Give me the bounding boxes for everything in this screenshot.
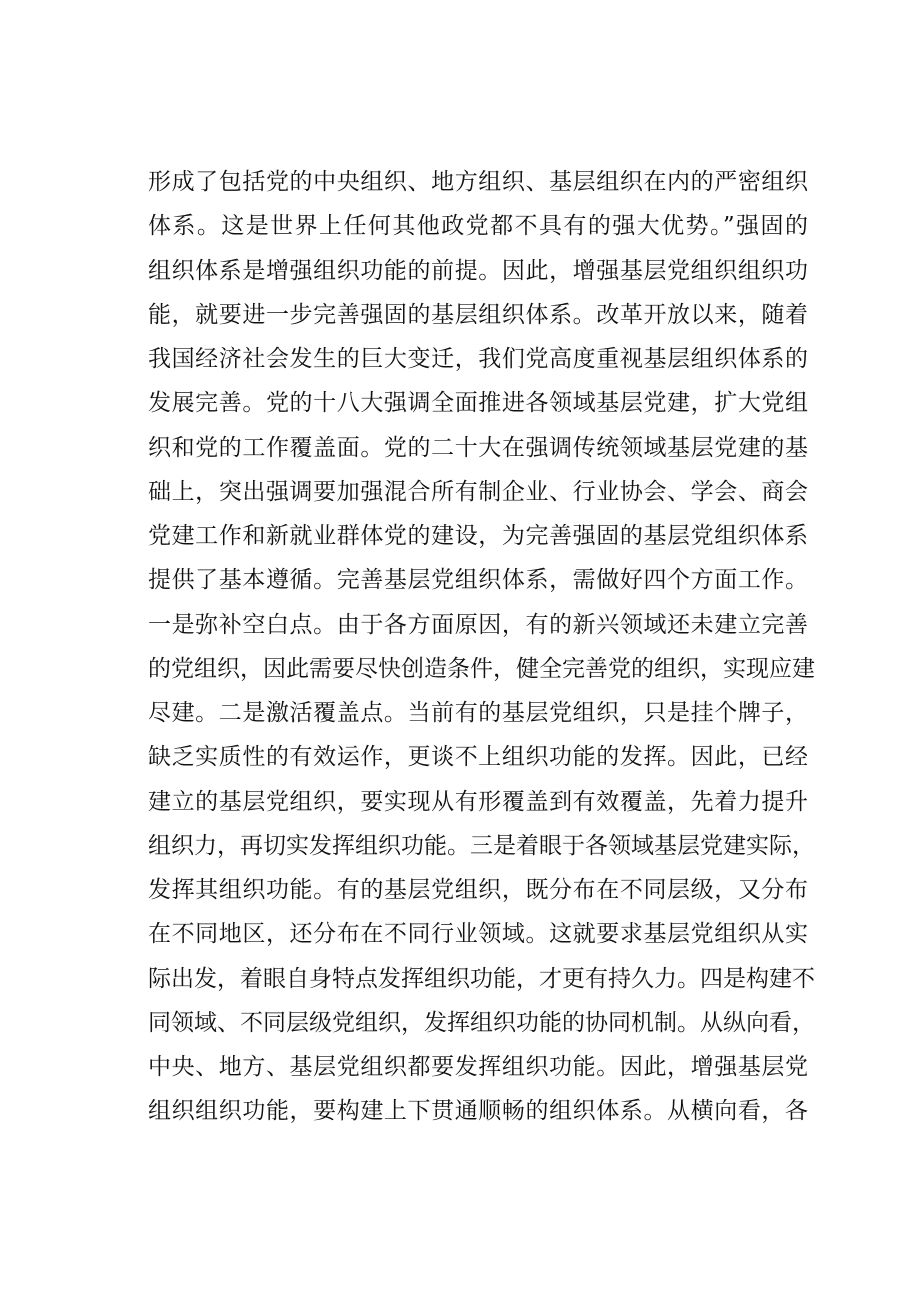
text-line: 能，就要进一步完善强固的基层组织体系。改革开放以来，随着 [148,301,808,328]
text-line: 建立的基层党组织，要实现从有形覆盖到有效覆盖，先着力提升 [148,788,808,815]
text-line: 发展完善。党的十八大强调全面推进各领域基层党建，扩大党组 [148,390,808,417]
text-line: 同领域、不同层级党组织，发挥组织功能的协同机制。从纵向看， [148,1009,815,1036]
text-line: 织和党的工作覆盖面。党的二十大在强调传统领域基层党建的基 [148,434,808,461]
text-line: 的党组织，因此需要尽快创造条件，健全完善党的组织，实现应建 [148,655,815,682]
text-line: 尽建。二是激活覆盖点。当前有的基层党组织，只是挂个牌子， [148,700,808,726]
text-line: 缺乏实质性的有效运作，更谈不上组织功能的发挥。因此，已经 [148,744,808,771]
body-paragraph [148,160,815,1134]
text-line: 党建工作和新就业群体党的建设，为完善强固的基层党组织体系 [148,523,808,549]
text-line: 形成了包括党的中央组织、地方组织、基层组织在内的严密组织 [148,169,808,195]
text-line: 组织力，再切实发挥组织功能。三是着眼于各领域基层党建实际， [148,832,815,859]
text-line: 一是弥补空白点。由于各方面原因，有的新兴领域还未建立完善 [148,611,808,638]
text-line: 际出发，着眼自身特点发挥组织功能，才更有持久力。四是构建不 [148,965,815,992]
text-line: 中央、地方、基层党组织都要发挥组织功能。因此，增强基层党 [148,1054,808,1080]
text-line: 组织组织功能，要构建上下贯通顺畅的组织体系。从横向看，各 [148,1098,808,1125]
text-line: 组织体系是增强组织功能的前提。因此，增强基层党组织组织功 [148,257,808,284]
text-line: 础上，突出强调要加强混合所有制企业、行业协会、学会、商会 [148,478,808,505]
text-line: 发挥其组织功能。有的基层党组织，既分布在不同层级，又分布 [148,877,808,903]
text-line: 我国经济社会发生的巨大变迁，我们党高度重视基层组织体系的 [148,346,808,372]
text-line: 体系。这是世界上任何其他政党都不具有的强大优势。”强固的 [148,213,808,240]
text-line: 提供了基本遵循。完善基层党组织体系，需做好四个方面工作。 [148,567,808,594]
text-line: 在不同地区，还分布在不同行业领域。这就要求基层党组织从实 [148,921,808,948]
